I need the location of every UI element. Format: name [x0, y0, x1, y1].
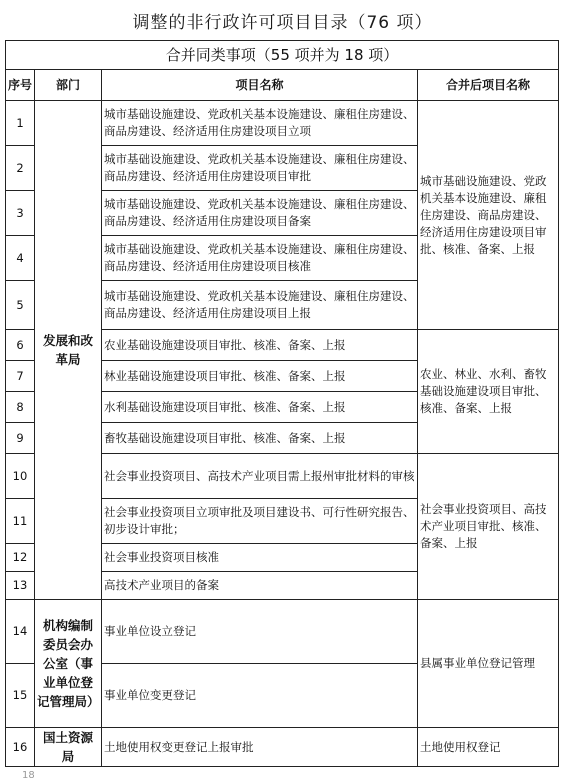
row-item: 城市基础设施建设、党政机关基本设施建设、廉租住房建设、商品房建设、经济适用住房建设项目核准	[102, 236, 418, 281]
merged-name-cell: 土地使用权登记	[418, 728, 559, 767]
merged-name-cell: 农业、林业、水利、畜牧基础设施建设项目审批、核准、备案、上报	[418, 330, 559, 454]
dept-cell: 发展和改革局	[35, 101, 102, 600]
merged-name-cell: 社会事业投资项目、高技术产业项目审批、核准、备案、上报	[418, 454, 559, 600]
row-seq: 7	[6, 361, 35, 392]
document-title: 调整的非行政许可项目目录（76 项）	[132, 13, 433, 33]
row-seq: 8	[6, 392, 35, 423]
dept-cell: 机构编制委员会办公室（事业单位登记管理局）	[35, 600, 102, 728]
row-item: 高技术产业项目的备案	[102, 572, 418, 600]
row-seq: 1	[6, 101, 35, 146]
row-item: 社会事业投资项目核准	[102, 544, 418, 572]
merged-name-cell: 县属事业单位登记管理	[418, 600, 559, 728]
project-catalog-table	[5, 40, 559, 767]
row-item: 事业单位设立登记	[102, 600, 418, 664]
row-seq: 4	[6, 236, 35, 281]
row-item: 林业基础设施建设项目审批、核准、备案、上报	[102, 361, 418, 392]
row-seq: 6	[6, 330, 35, 361]
row-seq: 10	[6, 454, 35, 499]
row-seq: 16	[6, 728, 35, 767]
row-seq: 3	[6, 191, 35, 236]
column-header-row	[6, 70, 559, 101]
section-header-row	[6, 41, 559, 70]
row-seq: 11	[6, 499, 35, 544]
col-header-item: 项目名称	[102, 70, 418, 101]
row-seq: 12	[6, 544, 35, 572]
row-item: 水利基础设施建设项目审批、核准、备案、上报	[102, 392, 418, 423]
dept-cell: 国土资源局	[35, 728, 102, 767]
row-item: 事业单位变更登记	[102, 664, 418, 728]
row-seq: 14	[6, 600, 35, 664]
row-item: 城市基础设施建设、党政机关基本设施建设、廉租住房建设、商品房建设、经济适用住房建设项目上报	[102, 281, 418, 330]
row-item: 城市基础设施建设、党政机关基本设施建设、廉租住房建设、商品房建设、经济适用住房建设项目审批	[102, 146, 418, 191]
table-row	[6, 728, 559, 767]
row-item: 城市基础设施建设、党政机关基本设施建设、廉租住房建设、商品房建设、经济适用住房建设项目立项	[102, 101, 418, 146]
row-seq: 9	[6, 423, 35, 454]
row-item: 农业基础设施建设项目审批、核准、备案、上报	[102, 330, 418, 361]
row-seq: 2	[6, 146, 35, 191]
section-title: 合并同类事项（55 项并为 18 项）	[6, 41, 559, 70]
row-item: 社会事业投资项目立项审批及项目建设书、可行性研究报告、初步设计审批；	[102, 499, 418, 544]
page-number: 18	[22, 770, 35, 781]
row-item: 社会事业投资项目、高技术产业项目需上报州审批材料的审核	[102, 454, 418, 499]
table-row	[6, 600, 559, 664]
row-item: 土地使用权变更登记上报审批	[102, 728, 418, 767]
row-seq: 15	[6, 664, 35, 728]
row-seq: 13	[6, 572, 35, 600]
col-header-seq: 序号	[6, 70, 35, 101]
row-item: 城市基础设施建设、党政机关基本设施建设、廉租住房建设、商品房建设、经济适用住房建设项目备案	[102, 191, 418, 236]
col-header-merged: 合并后项目名称	[418, 70, 559, 101]
row-item: 畜牧基础设施建设项目审批、核准、备案、上报	[102, 423, 418, 454]
merged-name-cell: 城市基础设施建设、党政机关基本设施建设、廉租住房建设、商品房建设、经济适用住房建设项目审批、核准、备案、上报	[418, 101, 559, 330]
row-seq: 5	[6, 281, 35, 330]
table-row	[6, 101, 559, 146]
col-header-dept: 部门	[35, 70, 102, 101]
